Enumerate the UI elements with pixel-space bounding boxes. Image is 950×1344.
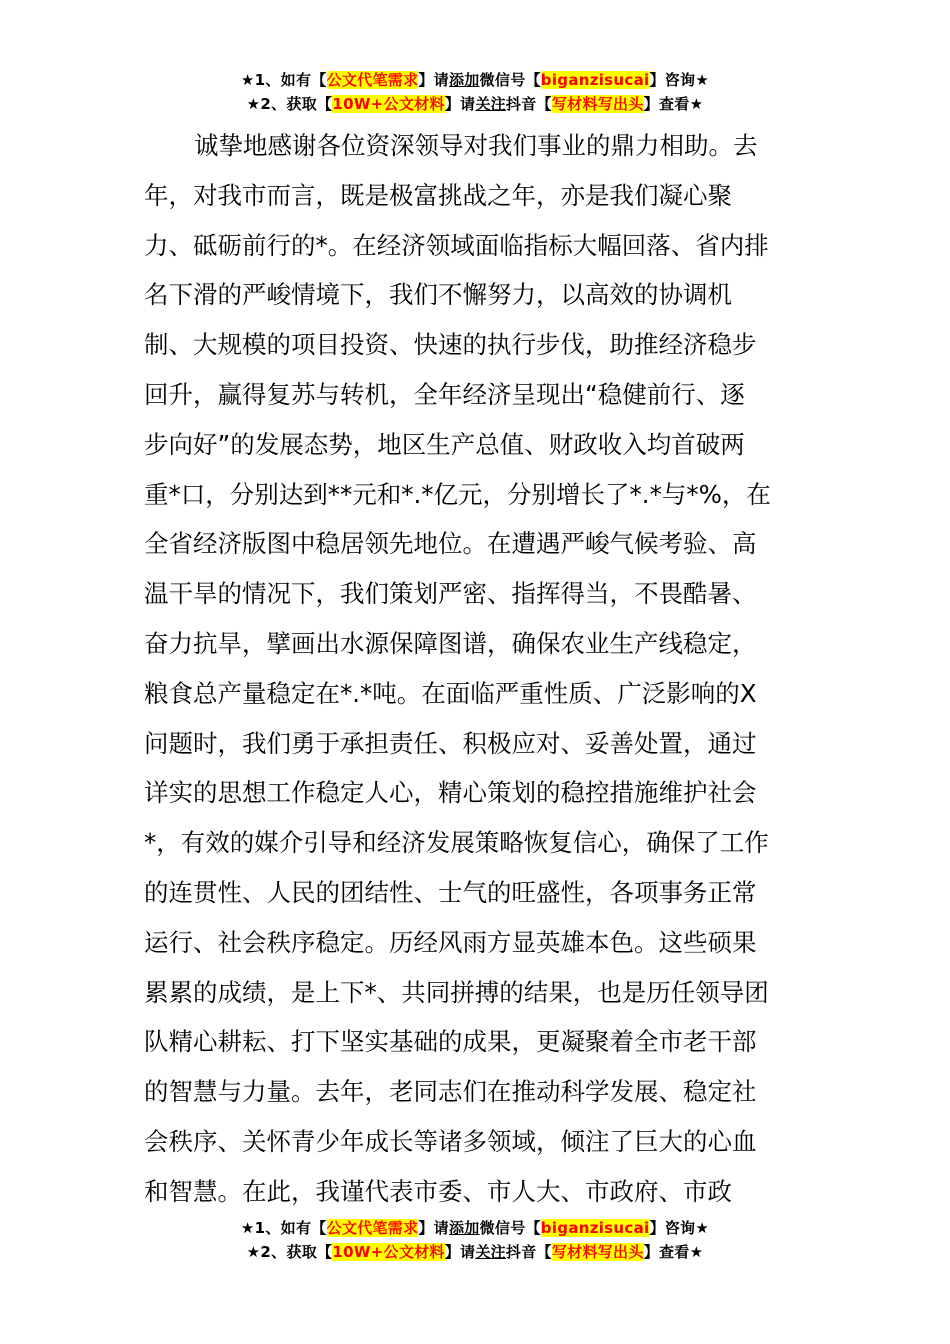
body-line: 回升，赢得复苏与转机，全年经济呈现出“稳健前行、逐	[144, 379, 745, 409]
body-line: 和智慧。在此，我谨代表市委、市人大、市政府、市政	[144, 1176, 732, 1206]
body-line: 会秩序、关怀青少年成长等诸多领域，倾注了巨大的心血	[144, 1126, 757, 1156]
banner-line-1	[0, 1216, 950, 1240]
banner-text: 】请	[444, 1243, 476, 1261]
underlined-text: 添加	[448, 71, 480, 89]
banner-text: ★1、如有【	[240, 71, 327, 89]
document-body	[144, 121, 806, 1217]
body-line: 名下滑的严峻情境下，我们不懈努力，以高效的协调机	[144, 280, 732, 310]
underlined-text: 关注	[475, 95, 506, 113]
body-line: 全省经济版图中稳居领先地位。在遭遇严峻气候考验、高	[144, 529, 757, 559]
banner-text: ★2、获取【	[246, 1243, 333, 1261]
footer-banner	[0, 1216, 950, 1264]
banner-text: 】咨询★	[649, 1219, 710, 1237]
header-banner	[0, 68, 950, 116]
body-line: 制、大规模的项目投资、快速的执行步伐，助推经济稳步	[144, 330, 757, 360]
highlight-text: biganzisucai	[540, 71, 650, 89]
banner-text: 】查看★	[643, 1243, 704, 1261]
banner-text: 】查看★	[643, 95, 704, 113]
banner-text: ★2、获取【	[246, 95, 333, 113]
highlight-text: 10W+公文材料	[332, 1243, 445, 1261]
body-line: 的智慧与力量。去年，老同志们在推动科学发展、稳定社	[144, 1077, 757, 1107]
highlight-text: 公文代笔需求	[326, 1219, 419, 1237]
body-line: 队精心耕耘、打下坚实基础的成果，更凝聚着全市老干部	[144, 1027, 757, 1057]
highlight-text: 写材料写出头	[551, 1243, 644, 1261]
underlined-text: 关注	[475, 1243, 506, 1261]
highlight-text: 公文代笔需求	[326, 71, 419, 89]
banner-text: 】咨询★	[649, 71, 710, 89]
highlight-text: biganzisucai	[540, 1219, 650, 1237]
banner-text: ★1、如有【	[240, 1219, 327, 1237]
banner-text: 】请	[418, 71, 449, 89]
banner-text: 抖音【	[505, 95, 552, 113]
highlight-text: 写材料写出头	[551, 95, 644, 113]
body-line: 的连贯性、人民的团结性、士气的旺盛性，各项事务正常	[144, 877, 757, 907]
banner-text: 抖音【	[505, 1243, 552, 1261]
underlined-text: 添加	[448, 1219, 480, 1237]
banner-text: 微信号【	[479, 1219, 541, 1237]
body-line: 步向好”的发展态势，地区生产总值、财政收入均首破两	[144, 429, 745, 459]
body-line: 年，对我市而言，既是极富挑战之年，亦是我们凝心聚	[144, 180, 732, 210]
body-line: 温干旱的情况下，我们策划严密、指挥得当，不畏酷暑、	[144, 579, 757, 609]
body-line: *，有效的媒介引导和经济发展策略恢复信心，确保了工作	[144, 828, 769, 858]
body-line: 粮食总产量稳定在*.*吨。在面临严重性质、广泛影响的X	[144, 678, 757, 708]
body-line: 奋力抗旱，擘画出水源保障图谱，确保农业生产线稳定，	[144, 628, 757, 658]
body-line: 力、砥砺前行的*。在经济领域面临指标大幅回落、省内排	[144, 230, 769, 260]
body-line: 诚挚地感谢各位资深领导对我们事业的鼎力相助。去	[194, 131, 758, 160]
banner-text: 微信号【	[479, 71, 541, 89]
highlight-text: 10W+公文材料	[332, 95, 445, 113]
banner-text: 】请	[444, 95, 476, 113]
banner-line-2	[0, 92, 950, 116]
banner-text: 】请	[418, 1219, 449, 1237]
banner-line-1	[0, 68, 950, 92]
body-line: 累累的成绩，是上下*、共同拼搏的结果，也是历任领导团	[144, 977, 769, 1007]
body-line: 问题时，我们勇于承担责任、积极应对、妥善处置，通过	[144, 728, 757, 758]
body-line: 运行、社会秩序稳定。历经风雨方显英雄本色。这些硕果	[144, 927, 757, 957]
body-line: 详实的思想工作稳定人心，精心策划的稳控措施维护社会	[144, 778, 757, 808]
banner-line-2	[0, 1240, 950, 1264]
body-line: 重*口，分别达到**元和*.*亿元，分别增长了*.*与*%，在	[144, 479, 771, 509]
